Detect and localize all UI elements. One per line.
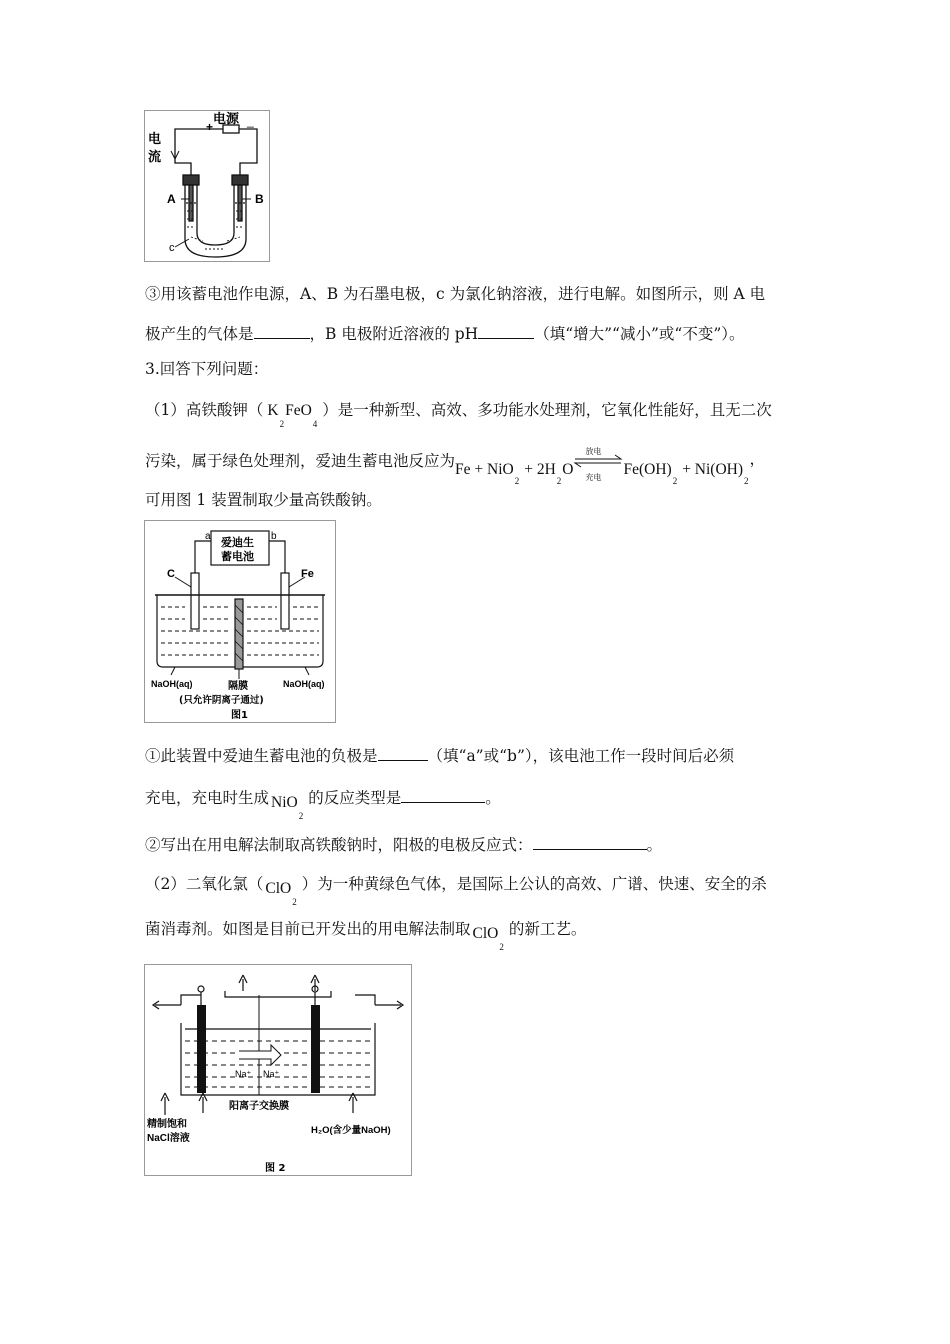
q-after1-line1 [145,744,734,766]
figure-1-caption: 图1 [231,710,248,721]
naoh-right-label: NaOH(aq) [283,679,325,689]
equation-part: + Ni(OH) [682,461,744,478]
left-inlet-label-2: NaCl溶液 [147,1133,190,1144]
q-text: 充电，充电时生成 [145,789,270,807]
formula-sub: 2 [514,476,520,486]
equation-part: Fe + NiO [455,461,514,478]
arrow-label-discharge: 放电 [585,447,602,456]
answer-blank[interactable] [533,833,647,850]
electrode-a-label: A [167,192,176,206]
q-text: 的反应类型是 [308,789,402,807]
para1-line1: ③用该蓄电池作电源，A、B 为石墨电极，c 为氯化钠溶液，进行电解。如图所示，则 A 电 [145,285,766,303]
q-text: 的新工艺。 [508,920,587,938]
answer-blank[interactable] [401,786,485,803]
para-line [145,322,745,344]
q3-text: ）是一种新型、高效、多功能水处理剂，它氧化性能好，且无二次 [322,401,772,419]
q3-text: （1）高铁酸钾（ [145,401,264,419]
q-text: 菌消毒剂。如图是目前已开发出的用电解法制取 [145,920,471,938]
formula-clo2: ClO [472,925,499,942]
q-text: 。 [485,789,501,807]
current-label-2: 流 [148,150,162,165]
q3-text: 污染，属于绿色处理剂，爱迪生蓄电池反应为 [145,452,456,470]
right-electrode-icon [311,1005,320,1093]
formula-sub: 2 [744,476,749,486]
formula-sub: 2 [279,419,285,429]
battery-label-2: 蓄电池 [221,550,254,563]
terminal-a-label: a [205,531,211,542]
q-text: ）为一种黄绿色气体，是国际上公认的高效、广谱、快速、安全的杀 [301,875,767,893]
figure-2-caption: 图 2 [265,1163,286,1174]
electrode-fe-label: Fe [301,568,314,580]
answer-blank[interactable] [378,744,428,761]
figure-1-cell [144,520,336,723]
q-text: （2）二氧化氯（ [145,875,264,893]
answer-blank[interactable] [478,322,534,339]
question-3-title: 3.回答下列问题： [145,360,269,378]
battery-label-1: 爱迪生 [221,536,254,549]
formula-sub: 2 [292,897,297,907]
q-text: 。 [646,836,663,854]
current-label-1: 电 [148,132,162,147]
membrane-label: 隔膜 [228,681,248,692]
q3-line1 [145,400,772,429]
solution-label: c [169,242,175,254]
q-after1-line2 [145,786,501,821]
para1-text: （填“增大”“减小”或“不变”）。 [534,325,745,343]
para1-text: 极产生的气体是 [145,325,254,343]
equation-part: O [562,461,574,478]
na-ion-right: Na⁺ [263,1069,280,1079]
formula-sub: 2 [672,476,678,486]
figure-2-cell [144,964,412,1176]
q-text: （填“a”或“b”），该电池工作一段时间后必须 [427,747,735,765]
left-electrode-icon [197,1005,206,1093]
plus-sign: + [206,120,214,134]
na-ion-left: Na⁺ [235,1069,252,1079]
terminal-b-label: b [271,531,277,542]
answer-blank[interactable] [254,322,310,339]
formula-sub: 4 [312,419,318,429]
arrow-label-charge: 充电 [585,473,602,482]
q3-line2 [145,446,766,486]
left-inlet-label-1: 精制饱和 [147,1119,187,1130]
electrode-c-label: C [167,568,175,580]
power-label: 电源 [213,112,240,127]
formula-feo: FeO [285,402,312,419]
q2-line2 [145,919,587,952]
q-after1-line3 [145,833,662,855]
electrode-b-label: B [255,192,264,206]
formula-sub: 2 [556,476,562,486]
cation-membrane-label: 阳离子交换膜 [229,1101,289,1112]
para1-text: ，B 电极附近溶液的 pH [309,325,479,343]
q-text: ①此装置中爱迪生蓄电池的负极是 [145,747,378,765]
equation-part: + 2H [524,461,556,478]
para-line [145,284,765,304]
u-tube-electrolysis-figure [144,110,270,262]
naoh-left-label: NaOH(aq) [151,679,193,689]
q3-text: ， [749,450,766,468]
membrane-note: (只允许阴离子通过) [179,695,264,706]
reversible-arrow-icon [573,447,623,482]
q3-line3: 可用图 1 装置制取少量高铁酸钠。 [145,491,382,509]
equation-part: Fe(OH) [623,461,672,478]
q-text: ②写出在用电解法制取高铁酸钠时，阳极的电极反应式： [145,836,533,854]
minus-sign: _ [247,114,254,128]
formula-k: K [267,402,279,419]
formula-sub: 2 [298,811,304,821]
right-inlet-label: H₂O(含少量NaOH) [311,1125,391,1136]
formula-sub: 2 [499,942,504,952]
q2-line1 [145,874,767,907]
formula-clo2: ClO [265,880,292,897]
formula-nio: NiO [271,794,298,811]
